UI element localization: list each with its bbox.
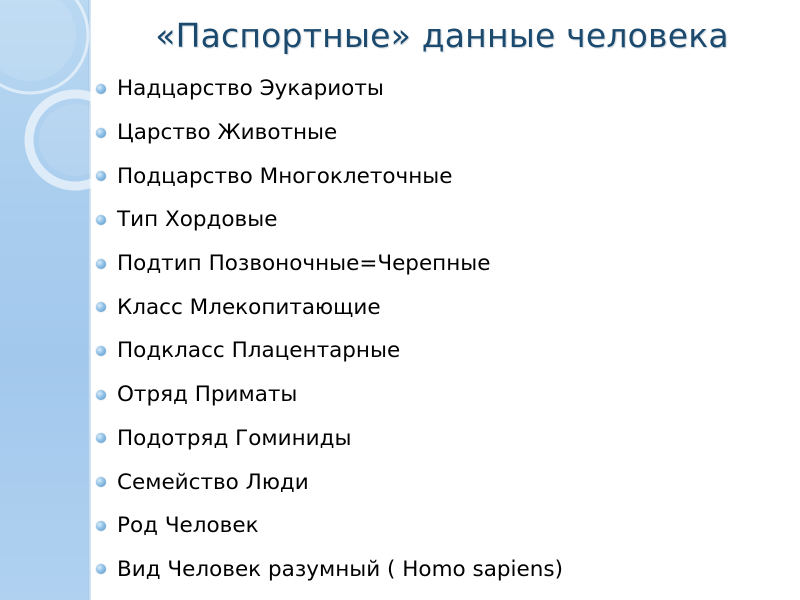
taxonomy-list [96, 67, 563, 591]
list-item [96, 111, 563, 155]
list-item-text: Надцарство Эукариоты [117, 76, 384, 102]
bullet-icon [96, 390, 106, 400]
bullet-icon [96, 564, 106, 574]
bullet-icon [96, 433, 106, 443]
list-item-text: Подкласс Плацентарные [117, 338, 401, 364]
slide-title: «Паспортные» данные человека [155, 16, 729, 55]
bullet-icon [96, 171, 106, 181]
bullet-icon [96, 346, 106, 356]
list-item-text: Тип Хордовые [117, 207, 278, 233]
list-item-text: Подотряд Гоминиды [117, 425, 352, 451]
bullet-icon [96, 477, 106, 487]
list-item-text: Царство Животные [117, 120, 338, 146]
list-item [96, 67, 563, 111]
bullet-icon [96, 302, 106, 312]
list-item-text: Отряд Приматы [117, 382, 298, 408]
list-item [96, 242, 563, 286]
list-item-text: Род Человек [117, 513, 259, 539]
list-item [96, 548, 563, 592]
bullet-icon [96, 215, 106, 225]
list-item [96, 285, 563, 329]
list-item [96, 460, 563, 504]
list-item [96, 504, 563, 548]
bullet-icon [96, 259, 106, 269]
bullet-icon [96, 128, 106, 138]
list-item-text: Вид Человек разумный ( Homo sapiens) [117, 556, 563, 582]
bullet-icon [96, 521, 106, 531]
list-item [96, 154, 563, 198]
list-item [96, 198, 563, 242]
bullet-icon [96, 84, 106, 94]
list-item [96, 417, 563, 461]
list-item-text: Подтип Позвоночные=Черепные [117, 251, 491, 277]
list-item [96, 329, 563, 373]
list-item-text: Семейство Люди [117, 469, 309, 495]
list-item-text: Класс Млекопитающие [117, 294, 381, 320]
list-item-text: Подцарство Многоклеточные [117, 163, 453, 189]
list-item [96, 373, 563, 417]
